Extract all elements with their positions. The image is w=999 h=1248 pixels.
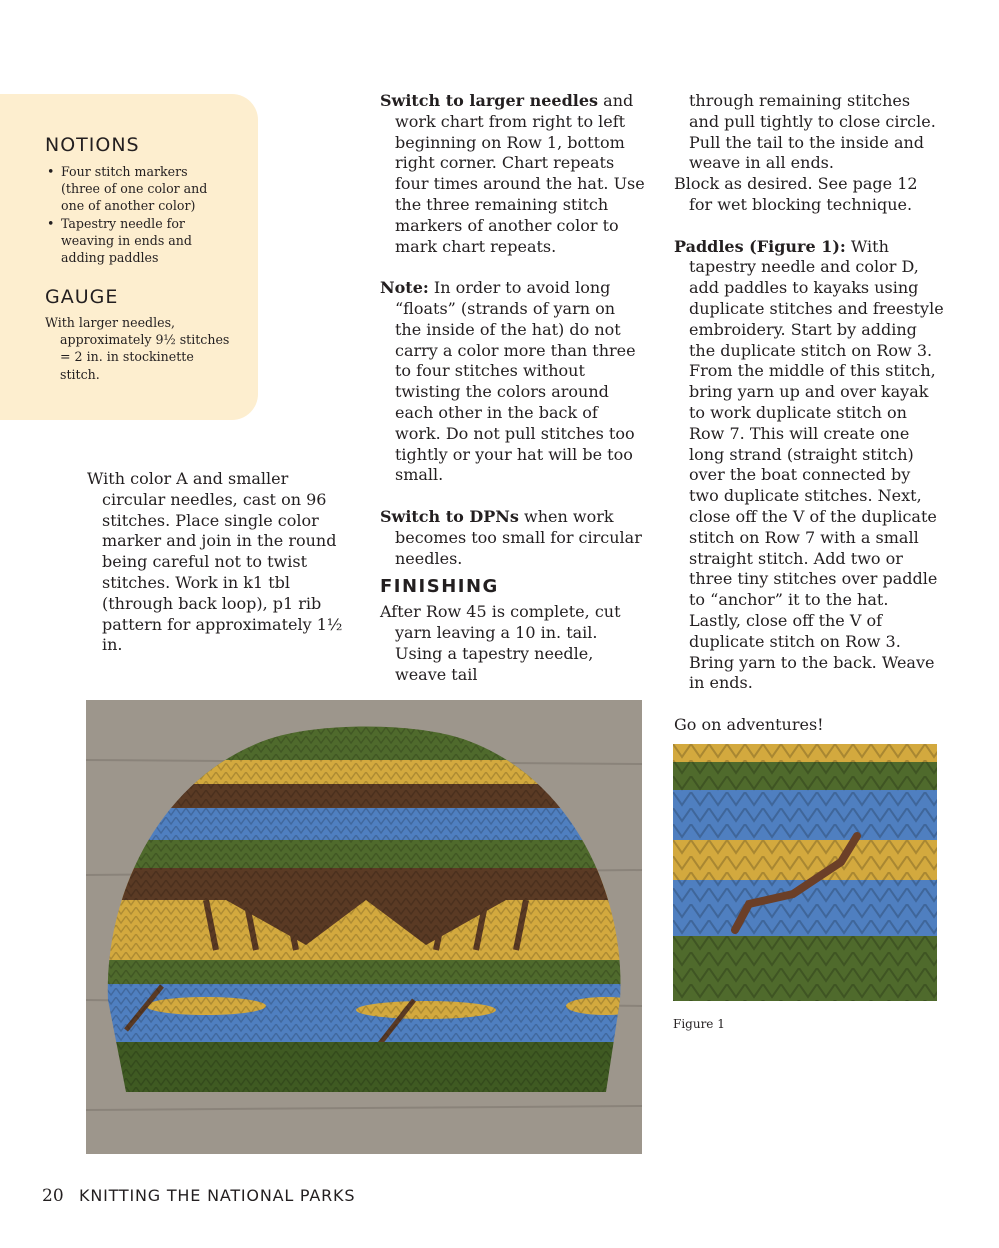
figure-1-photo xyxy=(673,744,937,1001)
page-footer xyxy=(42,1186,355,1206)
finishing-heading: FINISHING xyxy=(380,576,499,598)
book-title: KNITTING THE NATIONAL PARKS xyxy=(79,1186,356,1205)
list-item: • Four stitch markers (three of one color and one of another color) xyxy=(45,163,215,215)
paragraph-text: when work becomes too small for circular needles. xyxy=(395,506,642,568)
paddles-paragraph xyxy=(674,237,944,695)
figure-caption: Figure 1 xyxy=(673,1017,725,1031)
bold-lead: Switch to DPNs xyxy=(380,506,519,526)
notions-list xyxy=(45,163,215,266)
notions-heading: NOTIONS xyxy=(45,134,140,156)
bold-lead: Switch to larger needles xyxy=(380,91,599,110)
bold-lead: Paddles (Figure 1): xyxy=(674,236,846,256)
hat-photo-illustration xyxy=(86,700,642,1154)
block-paragraph: Block as desired. See page 12 for wet blocking technique. xyxy=(674,174,918,214)
list-item: • Tapestry needle for weaving in ends and adding paddles xyxy=(45,215,215,267)
paragraph-text: and work chart from right to left beginning on Row 1, bottom right corner. Chart repeats four times around the hat. Use the three remaining stitch markers of another color to mark chart repeats. xyxy=(395,91,645,256)
larger-needles-paragraph xyxy=(380,91,646,257)
figure-1-illustration xyxy=(673,744,937,1001)
gauge-heading: GAUGE xyxy=(45,286,119,308)
column-2 xyxy=(380,91,646,685)
paragraph-text: With tapestry needle and color D, add paddles to kayaks using duplicate stitches and freestyle embroidery. Start by adding the duplicate stitch on Row 3. From the middle of this stitch, bring yarn up and over kayak to work duplicate stitch on Row 7. This will create one long strand (straight stitch) over the boat connected by two duplicate stitches. Next, close off the V of the duplicate stitch on Row 7 with a small straight stitch. Add two or three tiny stitches over paddle to “anchor” it to the hat. Lastly, close off the V of duplicate stitch on Row 3. Bring yarn to the back. Weave in ends. xyxy=(689,236,944,693)
finishing-paragraph: After Row 45 is complete, cut yarn leaving a 10 in. tail. Using a tapestry needle, weave tail xyxy=(380,602,621,684)
gauge-text: With larger needles, approximately 9½ stitches = 2 in. in stockinette stitch. xyxy=(45,315,230,382)
column-3 xyxy=(674,91,944,736)
cast-on-paragraph: With color A and smaller circular needles, cast on 96 stitches. Place single color marker and join in the round being careful not to twist stitches. Work in k1 tbl (through back loop), p1 rib pattern for approximately 1½ in. xyxy=(87,469,343,655)
paragraph-text: In order to avoid long “floats” (strands of yarn on the inside of the hat) do not carry a color more than three to four stitches without twisting the colors around each other in the back of work. Do not pull stitches too tightly or your hat will be too small. xyxy=(395,278,636,485)
continued-paragraph: through remaining stitches and pull tightly to close circle. Pull the tail to the inside and weave in all ends. xyxy=(689,91,936,173)
column-1 xyxy=(87,469,349,656)
dpn-paragraph xyxy=(380,507,646,569)
bold-lead: Note: xyxy=(380,278,429,298)
page-number: 20 xyxy=(42,1186,64,1206)
closing-line: Go on adventures! xyxy=(674,714,824,734)
hat-photo xyxy=(86,700,642,1154)
note-paragraph xyxy=(380,278,646,486)
